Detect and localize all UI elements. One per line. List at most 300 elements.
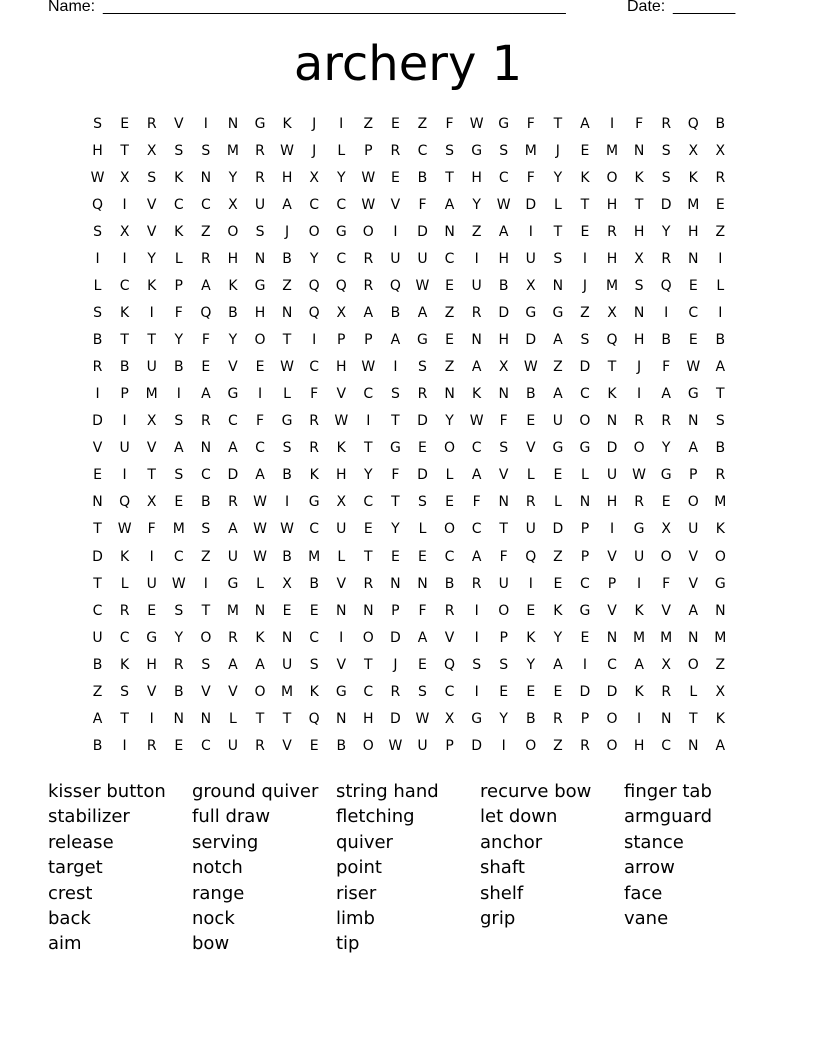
grid-letter: S (255, 224, 265, 241)
grid-letter: O (200, 629, 212, 646)
grid-letter: I (637, 386, 642, 403)
grid-letter: F (418, 197, 427, 214)
grid-letter: S (282, 440, 292, 457)
grid-letter: P (580, 548, 590, 565)
grid-letter: R (119, 602, 130, 619)
grid-letter: E (363, 521, 373, 538)
grid-letter: U (498, 575, 509, 592)
grid-row (84, 519, 734, 546)
word-bank-column (480, 779, 624, 957)
grid-letter: E (499, 683, 509, 700)
grid-letter: O (254, 683, 266, 700)
grid-letter: G (146, 629, 158, 646)
grid-letter: I (95, 251, 100, 268)
grid-letter: U (227, 548, 239, 565)
grid-letter: Z (92, 683, 103, 700)
grid-letter: Z (715, 656, 726, 673)
grid-letter: H (633, 332, 645, 349)
grid-letter: V (688, 575, 699, 592)
grid-letter: T (607, 359, 617, 376)
grid-letter: V (282, 737, 292, 754)
word-bank-item: grip (480, 908, 516, 930)
grid-letter: E (174, 494, 184, 511)
grid-letter: L (445, 467, 454, 484)
grid-letter: F (662, 575, 671, 592)
grid-letter: C (92, 602, 103, 619)
word-bank-item: let down (480, 806, 558, 828)
grid-letter: M (226, 602, 239, 619)
grid-letter: B (201, 494, 211, 511)
word-bank-item: notch (192, 857, 243, 879)
word-bank-item: riser (336, 882, 377, 904)
word-bank-item: armguard (624, 806, 713, 828)
grid-letter: K (120, 656, 130, 673)
grid-letter: L (553, 494, 562, 511)
grid-letter: T (120, 710, 129, 727)
grid-letter: A (363, 305, 374, 322)
grid-letter: R (228, 629, 238, 646)
grid-letter: G (552, 305, 564, 322)
grid-letter: B (282, 548, 292, 565)
grid-letter: L (418, 521, 427, 538)
grid-letter: H (606, 251, 618, 268)
grid-letter: N (688, 251, 699, 268)
grid-letter: G (281, 413, 293, 430)
grid-letter: X (228, 197, 238, 214)
grid-row (84, 574, 734, 601)
grid-letter: G (579, 602, 591, 619)
grid-letter: I (582, 251, 588, 268)
grid-letter: I (176, 386, 181, 403)
grid-letter: L (553, 197, 562, 214)
grid-letter: Q (308, 305, 320, 322)
grid-letter: R (553, 710, 563, 727)
grid-letter: P (364, 143, 373, 160)
grid-letter: Z (471, 224, 482, 241)
grid-letter: D (471, 737, 483, 754)
grid-letter: S (174, 413, 184, 430)
grid-letter: I (122, 197, 127, 214)
grid-letter: W (90, 170, 105, 187)
grid-letter: Q (308, 710, 320, 727)
grid-letter: G (471, 143, 483, 160)
grid-letter: D (417, 467, 428, 484)
grid-letter: Q (308, 278, 320, 295)
grid-letter: N (688, 737, 699, 754)
grid-letter: I (393, 224, 398, 241)
grid-letter: E (390, 116, 400, 132)
grid-letter: N (390, 575, 401, 592)
grid-letter: X (146, 143, 157, 160)
grid-letter: U (525, 521, 536, 538)
grid-letter: W (334, 413, 349, 430)
grid-letter: K (120, 548, 130, 565)
grid-letter: E (580, 224, 590, 241)
grid-letter: H (281, 170, 293, 187)
grid-letter: O (660, 548, 672, 565)
grid-letter: C (498, 170, 509, 187)
grid-letter: B (715, 440, 726, 457)
grid-letter: I (474, 251, 479, 268)
grid-letter: Q (389, 278, 401, 295)
grid-letter: Y (228, 332, 238, 349)
grid-letter: X (336, 494, 347, 511)
grid-letter: F (499, 548, 508, 565)
grid-letter: S (120, 683, 130, 700)
grid-letter: I (95, 386, 100, 403)
grid-letter: B (444, 575, 455, 592)
grid-letter: E (580, 143, 590, 160)
grid-letter: C (200, 197, 211, 214)
grid-letter: R (661, 251, 672, 268)
grid-letter: C (309, 359, 320, 376)
grid-row (84, 547, 734, 574)
grid-letter: P (445, 737, 454, 754)
grid-letter: R (715, 170, 726, 187)
grid-letter: S (174, 602, 184, 619)
grid-row (84, 465, 734, 492)
grid-letter: X (715, 683, 726, 700)
grid-letter: U (390, 251, 401, 268)
grid-letter: S (661, 143, 671, 160)
grid-row (84, 492, 734, 519)
grid-letter: R (580, 737, 590, 754)
grid-letter: C (173, 548, 184, 565)
grid-row (84, 168, 734, 195)
grid-letter: F (310, 386, 319, 403)
grid-letter: G (471, 710, 483, 727)
grid-letter: F (635, 116, 644, 132)
grid-letter: Y (661, 440, 671, 457)
grid-letter: M (145, 386, 158, 403)
grid-letter: A (553, 386, 563, 403)
grid-letter: U (281, 656, 293, 673)
grid-letter: E (120, 116, 130, 132)
grid-letter: I (474, 602, 479, 619)
word-bank-item: aim (48, 933, 82, 955)
grid-letter: B (282, 467, 292, 484)
grid-letter: D (227, 467, 239, 484)
grid-letter: Y (661, 224, 671, 241)
grid-letter: I (528, 224, 533, 241)
grid-letter: A (688, 602, 699, 619)
grid-letter: L (120, 575, 129, 592)
grid-letter: V (390, 197, 401, 214)
grid-letter: Z (553, 548, 563, 565)
grid-letter: V (444, 629, 455, 646)
grid-letter: C (417, 143, 428, 160)
grid-letter: O (227, 224, 239, 241)
word-bank-item: shelf (480, 882, 524, 904)
grid-letter: C (661, 737, 672, 754)
grid-letter: E (309, 602, 319, 619)
date-label: Date: (627, 0, 666, 15)
grid-letter: O (362, 737, 374, 754)
grid-letter: Y (228, 170, 238, 187)
grid-letter: T (282, 332, 292, 349)
grid-letter: Y (364, 467, 373, 484)
grid-letter: A (471, 467, 482, 484)
grid-row (84, 411, 734, 438)
grid-letter: F (147, 521, 156, 538)
grid-letter: G (579, 440, 591, 457)
grid-letter: Q (660, 278, 672, 295)
grid-letter: K (174, 170, 184, 187)
grid-letter: M (524, 143, 537, 160)
grid-letter: N (444, 386, 455, 403)
grid-letter: Y (526, 656, 536, 673)
grid-letter: A (498, 224, 509, 241)
grid-letter: G (308, 494, 320, 511)
grid-letter: A (471, 548, 482, 565)
grid-letter: R (363, 251, 374, 268)
grid-letter: R (390, 683, 401, 700)
grid-letter: W (469, 116, 484, 132)
grid-letter: F (472, 494, 481, 511)
word-bank-item: quiver (336, 831, 393, 853)
grid-letter: V (146, 197, 157, 214)
grid-letter: N (715, 602, 726, 619)
grid-letter: K (147, 278, 157, 295)
grid-letter: R (146, 116, 157, 132)
grid-letter: B (173, 683, 184, 700)
grid-letter: C (444, 548, 455, 565)
grid-letter: K (634, 602, 644, 619)
grid-letter: S (418, 359, 427, 376)
grid-letter: V (146, 440, 157, 457)
grid-letter: R (661, 413, 672, 430)
grid-letter: I (122, 467, 127, 484)
grid-letter: A (661, 386, 671, 403)
grid-letter: E (390, 548, 400, 565)
grid-letter: D (92, 548, 103, 565)
word-bank-item: nock (192, 908, 235, 930)
grid-letter: S (174, 467, 184, 484)
grid-letter: A (228, 440, 238, 457)
grid-letter: I (203, 116, 208, 132)
grid-letter: Z (553, 737, 563, 754)
grid-letter: T (499, 521, 508, 538)
grid-letter: V (336, 386, 347, 403)
grid-letter: E (688, 278, 698, 295)
grid-letter: O (254, 332, 266, 349)
grid-letter: C (363, 494, 374, 511)
grid-letter: S (201, 521, 211, 538)
grid-letter: C (336, 197, 347, 214)
grid-letter: W (280, 143, 294, 160)
grid-row (84, 249, 734, 276)
grid-letter: T (391, 494, 400, 511)
grid-letter: L (256, 575, 264, 592)
grid-letter: T (120, 332, 129, 349)
grid-letter: R (661, 683, 672, 700)
grid-letter: N (606, 413, 618, 430)
grid-letter: L (93, 278, 102, 295)
grid-letter: G (525, 305, 537, 322)
grid-letter: S (93, 224, 102, 241)
grid-letter: C (119, 278, 130, 295)
grid-letter: Q (687, 116, 699, 132)
grid-letter: I (474, 683, 479, 700)
grid-letter: R (200, 251, 211, 268)
word-bank-item: fletching (336, 806, 415, 828)
grid-letter: W (686, 359, 701, 376)
grid-letter: H (254, 305, 266, 322)
grid-letter: K (228, 278, 238, 295)
grid-letter: V (336, 575, 347, 592)
grid-letter: E (553, 467, 563, 484)
grid-letter: R (607, 224, 617, 241)
grid-letter: I (664, 305, 669, 322)
grid-letter: U (552, 413, 563, 430)
grid-letter: R (444, 602, 455, 619)
grid-letter: W (253, 548, 267, 565)
grid-letter: R (255, 737, 265, 754)
grid-letter: W (280, 521, 294, 538)
grid-letter: H (335, 467, 347, 484)
grid-letter: D (606, 440, 618, 457)
grid-letter: C (471, 521, 482, 538)
grid-letter: K (526, 629, 536, 646)
grid-letter: E (526, 683, 536, 700)
grid-letter: S (499, 656, 509, 673)
grid-letter: T (553, 116, 563, 132)
grid-letter: S (715, 413, 725, 430)
grid-letter: C (200, 737, 211, 754)
grid-letter: E (526, 602, 536, 619)
grid-letter: S (634, 278, 644, 295)
grid-letter: I (339, 116, 344, 132)
grid-letter: H (335, 359, 347, 376)
grid-letter: Z (715, 224, 726, 241)
grid-letter: A (417, 305, 428, 322)
grid-letter: I (122, 737, 127, 754)
grid-letter: X (119, 170, 130, 187)
grid-letter: X (715, 143, 726, 160)
grid-letter: Y (553, 629, 563, 646)
grid-letter: W (361, 170, 376, 187)
grid-letter: K (472, 386, 482, 403)
grid-letter: E (580, 629, 590, 646)
grid-letter: N (688, 413, 699, 430)
grid-letter: I (637, 575, 642, 592)
grid-letter: X (498, 359, 509, 376)
grid-letter: O (308, 224, 320, 241)
grid-letter: M (308, 548, 321, 565)
grid-letter: Q (444, 656, 456, 673)
grid-letter: B (92, 737, 103, 754)
grid-letter: K (174, 224, 184, 241)
grid-letter: C (309, 197, 320, 214)
grid-letter: B (417, 170, 428, 187)
word-bank-item: vane (624, 908, 669, 930)
grid-letter: B (525, 710, 536, 727)
date-blank-line: _______ (673, 0, 736, 15)
grid-letter: U (633, 548, 645, 565)
grid-letter: C (255, 440, 265, 457)
grid-letter: E (418, 548, 427, 565)
grid-letter: U (525, 251, 536, 268)
word-bank-item: release (48, 831, 114, 853)
grid-letter: M (714, 629, 727, 646)
grid-letter: G (254, 278, 266, 295)
grid-letter: W (361, 359, 376, 376)
grid-letter: C (444, 251, 455, 268)
grid-row (84, 682, 734, 709)
grid-letter: P (337, 332, 346, 349)
grid-row (84, 303, 734, 330)
grid-letter: S (580, 332, 590, 349)
word-bank-item: bow (192, 933, 230, 955)
grid-letter: V (607, 548, 617, 565)
grid-letter: X (336, 305, 347, 322)
word-bank-column (192, 779, 336, 957)
grid-letter: S (147, 170, 157, 187)
grid-letter: U (417, 737, 428, 754)
grid-letter: P (689, 467, 698, 484)
grid-letter: D (525, 332, 537, 349)
grid-letter: C (228, 413, 238, 430)
grid-letter: R (309, 413, 320, 430)
grid-row (84, 357, 734, 384)
grid-letter: J (312, 116, 317, 132)
grid-letter: R (471, 305, 482, 322)
grid-letter: V (173, 116, 184, 132)
grid-letter: O (687, 656, 699, 673)
grid-letter: N (688, 629, 699, 646)
grid-letter: S (472, 656, 482, 673)
grid-letter: Z (282, 278, 292, 295)
grid-letter: M (660, 629, 673, 646)
grid-letter: C (363, 683, 374, 700)
grid-letter: H (498, 251, 509, 268)
grid-letter: E (147, 602, 157, 619)
grid-letter: X (146, 494, 157, 511)
grid-letter: T (147, 332, 156, 349)
grid-letter: E (688, 332, 698, 349)
grid-letter: R (309, 440, 320, 457)
grid-letter: I (528, 575, 533, 592)
grid-letter: N (200, 710, 212, 727)
grid-letter: N (254, 602, 266, 619)
grid-letter: M (226, 143, 239, 160)
grid-letter: E (715, 197, 725, 214)
grid-letter: F (418, 602, 427, 619)
word-bank-item: crest (48, 882, 93, 904)
grid-letter: F (499, 413, 508, 430)
grid-letter: C (580, 386, 590, 403)
grid-letter: D (92, 413, 103, 430)
grid-letter: A (688, 440, 699, 457)
name-blank-line: ____________________________________________________ (103, 0, 566, 15)
grid-letter: Z (553, 359, 563, 376)
grid-letter: B (715, 332, 726, 349)
grid-letter: Q (200, 305, 212, 322)
grid-letter: O (362, 224, 374, 241)
grid-letter: I (339, 629, 344, 646)
grid-letter: A (255, 656, 265, 673)
grid-letter: P (120, 386, 129, 403)
grid-letter: K (309, 683, 319, 700)
grid-letter: Z (580, 305, 590, 322)
grid-letter: X (634, 251, 644, 268)
grid-letter: G (714, 575, 726, 592)
grid-letter: K (120, 305, 130, 322)
grid-row (84, 736, 734, 763)
word-bank-item: target (48, 857, 103, 879)
grid-letter: R (255, 170, 265, 187)
letter-grid (84, 114, 734, 763)
